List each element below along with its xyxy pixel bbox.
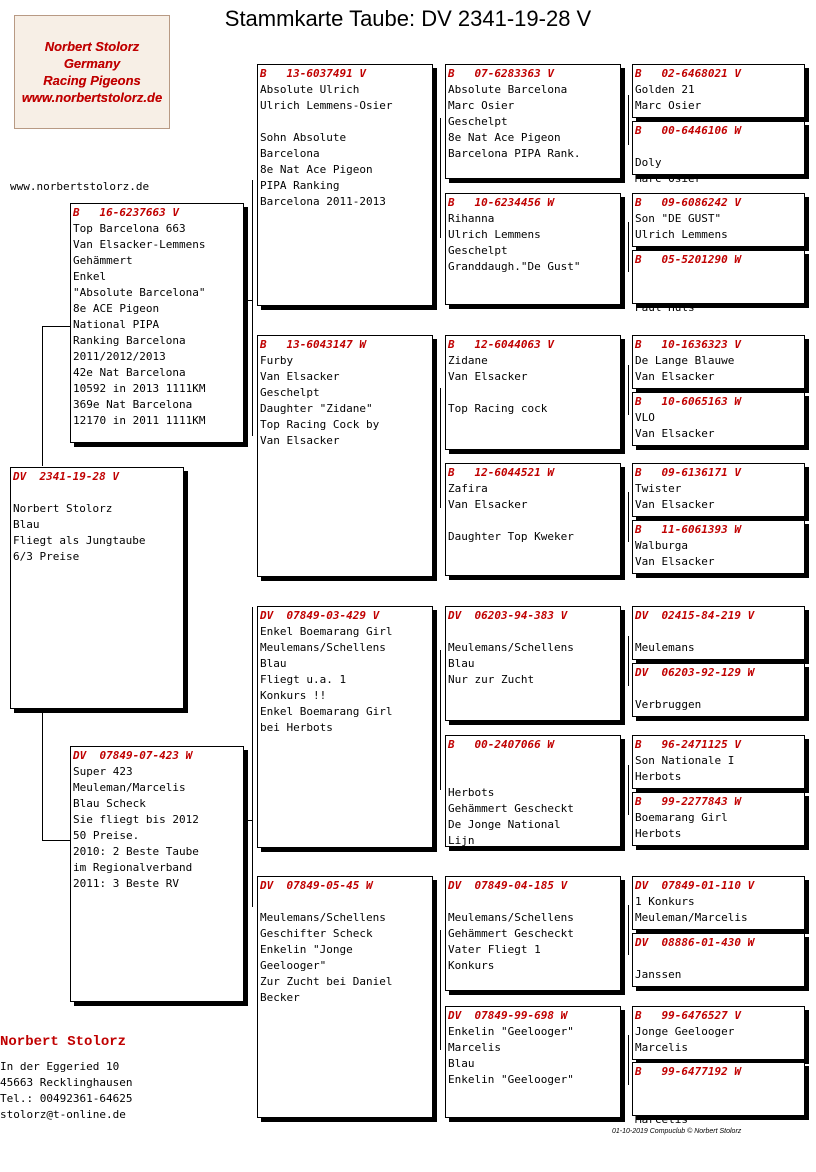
pedigree-card-g11 xyxy=(632,735,805,789)
card-text-line: Super 423 xyxy=(73,765,133,778)
connector-line xyxy=(42,712,43,840)
pedigree-card-g15 xyxy=(632,1006,805,1060)
pedigree-card-g8 xyxy=(632,520,805,574)
card-text-line: Jonge Geelooger xyxy=(635,1025,735,1038)
card-text-line: Meulemans xyxy=(635,641,695,654)
card-text-line xyxy=(635,139,802,155)
card-text-line: Blau xyxy=(448,1057,475,1070)
card-text-line: Fliegt u.a. 1 xyxy=(260,673,347,686)
card-text-line: Twister xyxy=(635,482,682,495)
ring-number: B 10-6234456 W xyxy=(448,196,554,209)
pedigree-card-g2 xyxy=(632,121,805,185)
pedigree-card-ff xyxy=(257,64,433,306)
card-text-line: De Jonge National xyxy=(448,818,561,831)
pedigree-card-g16 xyxy=(632,1062,805,1126)
ring-number: B 02-6468021 V xyxy=(635,67,741,80)
pedigree-card-g14 xyxy=(632,933,805,987)
card-text-line: Absolute Ulrich xyxy=(260,83,360,96)
card-text-line: 2011: 3 Beste RV xyxy=(73,877,179,890)
page-title: Stammkarte Taube: DV 2341-19-28 V xyxy=(224,6,592,31)
pedigree-card-mmf xyxy=(445,876,621,991)
pedigree-card-mother xyxy=(70,746,244,1002)
card-text-line: 369e Nat Barcelona xyxy=(73,398,193,411)
card-text-line: 1 Konkurs xyxy=(635,895,695,908)
card-text-line: Golden 21 xyxy=(635,83,695,96)
card-text-line: Van Elsacker-Lemmens xyxy=(73,238,206,251)
card-text-line xyxy=(635,951,802,967)
connector-line xyxy=(440,118,441,238)
card-text-line: Sohn Absolute xyxy=(260,131,347,144)
card-text-line: Daughter "Zidane" xyxy=(260,402,373,415)
card-text-line xyxy=(635,624,802,640)
card-text-line: 8e ACE Pigeon xyxy=(73,302,160,315)
card-text-line: VLO xyxy=(635,411,655,424)
pedigree-card-g13 xyxy=(632,876,805,930)
card-text-line: Ulrich Lemmens xyxy=(448,228,541,241)
pedigree-card-g6 xyxy=(632,392,805,446)
card-text-line: Marcelis xyxy=(448,1041,501,1054)
card-text-line: Daughter Top Kweker xyxy=(448,530,574,543)
card-text-line xyxy=(635,1096,802,1112)
card-text-line: Konkurs !! xyxy=(260,689,327,702)
card-text-line xyxy=(448,385,618,401)
owner-street: In der Eggeried 10 xyxy=(0,1060,120,1073)
ring-number: B 09-6086242 V xyxy=(635,196,741,209)
card-text-line: Geelooger" xyxy=(260,959,327,972)
ring-number: B 10-6065163 W xyxy=(635,395,741,408)
card-text-line: 42e Nat Barcelona xyxy=(73,366,186,379)
card-text-line: Herbots xyxy=(448,786,495,799)
ring-number: DV 07849-05-45 W xyxy=(260,879,373,892)
ring-number: DV 06203-94-383 V xyxy=(448,609,568,622)
ring-number: DV 07849-03-429 V xyxy=(260,609,380,622)
card-text-line: Gehämmert Gescheckt xyxy=(448,927,574,940)
card-text-line xyxy=(260,114,430,130)
card-text-line: Norbert Stolorz xyxy=(13,502,113,515)
owner-email: stolorz@t-online.de xyxy=(0,1108,126,1121)
card-text-line: 2011/2012/2013 xyxy=(73,350,166,363)
pedigree-card-g4 xyxy=(632,250,805,314)
card-text-line: Gehämmert xyxy=(73,254,133,267)
logo-line: Germany xyxy=(63,56,121,71)
card-text-line: Meulemans/Schellens xyxy=(260,641,386,654)
ring-number: DV 06203-92-129 W xyxy=(635,666,755,679)
card-text-line xyxy=(448,894,618,910)
card-text-line xyxy=(448,753,618,769)
ring-number: DV 08886-01-430 W xyxy=(635,936,755,949)
card-text-line: Granddaugh."De Gust" xyxy=(448,260,581,273)
pedigree-card-g7 xyxy=(632,463,805,517)
card-text-line: Marcelis xyxy=(635,1041,688,1054)
card-text-line: Geschelpt xyxy=(448,115,508,128)
pedigree-card-main xyxy=(10,467,184,709)
ring-number: B 10-1636323 V xyxy=(635,338,741,351)
ring-number: B 96-2471125 V xyxy=(635,738,741,751)
logo-line: www.norbertstolorz.de xyxy=(21,90,163,105)
card-text-line: Sie fliegt bis 2012 xyxy=(73,813,199,826)
card-text-line: Ranking Barcelona xyxy=(73,334,186,347)
card-text-line: Geschelpt xyxy=(260,386,320,399)
card-text-line: Ulrich Lemmens xyxy=(635,228,728,241)
card-text-line: Barcelona PIPA Rank. xyxy=(448,147,581,160)
connector-line xyxy=(440,650,441,790)
card-text-line: Van Elsacker xyxy=(448,498,528,511)
card-text-line xyxy=(13,485,181,501)
logo-line: Norbert Stolorz xyxy=(44,39,140,54)
ring-number: B 12-6044063 V xyxy=(448,338,554,351)
card-text-line: Van Elsacker xyxy=(260,434,340,447)
card-text-line: Gehämmert Gescheckt xyxy=(448,802,574,815)
card-text-line: Boemarang Girl xyxy=(635,811,728,824)
ring-number: B 13-6037491 V xyxy=(260,67,366,80)
connector-line xyxy=(42,326,43,466)
card-text-line xyxy=(448,624,618,640)
card-text-line: Meulemans/Schellens xyxy=(448,911,574,924)
connector-line xyxy=(628,95,629,145)
card-text-line: Enkel xyxy=(73,270,107,283)
card-text-line: 8e Nat Ace Pigeon xyxy=(448,131,561,144)
card-text-line: Herbots xyxy=(635,770,682,783)
card-text-line: Blau xyxy=(448,657,475,670)
card-text-line: Van Elsacker xyxy=(635,498,715,511)
connector-line xyxy=(42,840,70,841)
footer-text: 01-10-2019 Compuclub © Norbert Stolorz xyxy=(612,1128,742,1135)
ring-number: B 07-6283363 V xyxy=(448,67,554,80)
card-text-line: Marc Osier xyxy=(635,172,702,185)
pedigree-card-g1 xyxy=(632,64,805,118)
ring-number: DV 07849-01-110 V xyxy=(635,879,755,892)
card-text-line xyxy=(635,681,802,697)
card-text-line: Geschelpt xyxy=(448,244,508,257)
connector-line xyxy=(628,222,629,272)
card-text-line: Son Nationale I xyxy=(635,754,735,767)
ring-number: DV 07849-99-698 W xyxy=(448,1009,568,1022)
ring-number: B 09-6136171 V xyxy=(635,466,741,479)
card-text-line: Zafira xyxy=(448,482,488,495)
card-text-line: Herbots xyxy=(635,827,682,840)
connector-line xyxy=(440,930,441,1050)
card-text-line: Vater Fliegt 1 xyxy=(448,943,541,956)
card-text-line: De Lange Blauwe xyxy=(635,354,735,367)
pedigree-card-mf xyxy=(257,606,433,848)
card-text-line: Enkelin "Geelooger" xyxy=(448,1025,574,1038)
card-text-line: Furby xyxy=(260,354,294,367)
pedigree-card-g12 xyxy=(632,792,805,846)
ring-number: B 13-6043147 W xyxy=(260,338,366,351)
card-text-line: Marcelis xyxy=(635,1113,688,1126)
connector-line xyxy=(628,636,629,686)
connector-line xyxy=(628,1035,629,1085)
card-text-line: Blau xyxy=(260,657,287,670)
card-text-line: Marc Osier xyxy=(635,99,702,112)
connector-line xyxy=(628,905,629,955)
pedigree-card-father xyxy=(70,203,244,443)
card-text-line: Zidane xyxy=(448,354,488,367)
card-text-line: Blau xyxy=(13,518,40,531)
ring-number: B 12-6044521 W xyxy=(448,466,554,479)
pedigree-card-mm xyxy=(257,876,433,1118)
card-text-line: Enkelin "Geelooger" xyxy=(448,1073,574,1086)
card-text-line: 12170 in 2011 1111KM xyxy=(73,414,206,427)
card-text-line: bei Herbots xyxy=(260,721,333,734)
card-text-line: Konkurs xyxy=(448,959,495,972)
ring-number: DV 02415-84-219 V xyxy=(635,609,755,622)
card-text-line: Meulemans/Schellens xyxy=(448,641,574,654)
card-text-line: Top Racing Cock by xyxy=(260,418,380,431)
connector-line xyxy=(628,765,629,815)
card-text-line: Paul Huls xyxy=(635,301,695,314)
card-text-line: Meuleman/Marcelis xyxy=(73,781,186,794)
card-text-line: Top Racing cock xyxy=(448,402,548,415)
card-text-line: PIPA Ranking xyxy=(260,179,340,192)
ring-number: DV 2341-19-28 V xyxy=(13,470,119,483)
card-text-line xyxy=(448,513,618,529)
ring-number: B 99-2277843 W xyxy=(635,795,741,808)
card-text-line: Nur zur Zucht xyxy=(448,673,535,686)
card-text-line: Zur Zucht bei Daniel xyxy=(260,975,393,988)
owner-phone: Tel.: 00492361-64625 xyxy=(0,1092,133,1105)
pedigree-card-mmm xyxy=(445,1006,621,1118)
connector-line xyxy=(440,388,441,508)
pedigree-card-g5 xyxy=(632,335,805,389)
card-text-line: 8e Nat Ace Pigeon xyxy=(260,163,373,176)
card-text-line xyxy=(635,1080,802,1096)
card-text-line: 2010: 2 Beste Taube xyxy=(73,845,199,858)
card-text-line: im Regionalverband xyxy=(73,861,193,874)
card-text-line: Enkel Boemarang Girl xyxy=(260,705,393,718)
connector-line xyxy=(628,492,629,542)
card-text-line xyxy=(260,894,430,910)
card-text-line: 6/3 Preise xyxy=(13,550,80,563)
card-text-line: Top Barcelona 663 xyxy=(73,222,186,235)
card-text-line: Marc Osier xyxy=(448,99,515,112)
pedigree-card-fmf xyxy=(445,335,621,450)
card-text-line: Ulrich Lemmens-Osier xyxy=(260,99,393,112)
card-text-line: 50 Preise. xyxy=(73,829,140,842)
owner-name: Norbert Stolorz xyxy=(0,1034,127,1050)
owner-city: 45663 Recklinghausen xyxy=(0,1076,133,1089)
ring-number: B 00-2407066 W xyxy=(448,738,554,751)
card-text-line: Verbruggen xyxy=(635,698,702,711)
card-text-line: Son "DE GUST" xyxy=(635,212,722,225)
connector-line xyxy=(252,607,253,907)
pedigree-card-g9 xyxy=(632,606,805,660)
connector-line xyxy=(252,180,253,436)
pedigree-card-fm xyxy=(257,335,433,577)
card-text-line: Blau Scheck xyxy=(73,797,146,810)
connector-line xyxy=(42,326,70,327)
card-text-line: Becker xyxy=(260,991,300,1004)
card-text-line: Enkel Boemarang Girl xyxy=(260,625,393,638)
card-text-line: Fliegt als Jungtaube xyxy=(13,534,146,547)
logo-line: Racing Pigeons xyxy=(43,73,141,88)
pedigree-card-mff xyxy=(445,606,621,721)
card-text-line: Rihanna xyxy=(448,212,495,225)
card-text-line: "Absolute Barcelona" xyxy=(73,286,206,299)
card-text-line xyxy=(635,284,802,300)
card-text-line xyxy=(635,268,802,284)
card-text-line: Meuleman/Marcelis xyxy=(635,911,748,924)
ring-number: DV 07849-07-423 W xyxy=(73,749,193,762)
card-text-line: Van Elsacker xyxy=(260,370,340,383)
card-text-line: 10592 in 2013 1111KM xyxy=(73,382,206,395)
connector-line xyxy=(244,300,252,301)
card-text-line: Van Elsacker xyxy=(448,370,528,383)
card-text-line: National PIPA xyxy=(73,318,160,331)
pedigree-card-fff xyxy=(445,64,621,179)
ring-number: B 11-6061393 W xyxy=(635,523,741,536)
ring-number: B 05-5201290 W xyxy=(635,253,741,266)
ring-number: B 00-6446106 W xyxy=(635,124,741,137)
card-text-line: Barcelona xyxy=(260,147,320,160)
card-text-line: Van Elsacker xyxy=(635,370,715,383)
card-text-line: Enkelin "Jonge xyxy=(260,943,353,956)
card-text-line: Janssen xyxy=(635,968,682,981)
ring-number: DV 07849-04-185 V xyxy=(448,879,568,892)
pedigree-card-ffm xyxy=(445,193,621,305)
card-text-line xyxy=(448,769,618,785)
ring-number: B 99-6476527 V xyxy=(635,1009,741,1022)
card-text-line: Barcelona 2011-2013 xyxy=(260,195,386,208)
card-text-line: Doly xyxy=(635,156,662,169)
logo xyxy=(14,15,170,129)
website-text: www.norbertstolorz.de xyxy=(10,180,150,193)
card-text-line: Van Elsacker xyxy=(635,427,715,440)
card-text-line: Absolute Barcelona xyxy=(448,83,568,96)
card-text-line: Geschifter Scheck xyxy=(260,927,373,940)
pedigree-card-g10 xyxy=(632,663,805,717)
connector-line xyxy=(628,365,629,415)
card-text-line: Walburga xyxy=(635,539,688,552)
ring-number: B 99-6477192 W xyxy=(635,1065,741,1078)
card-text-line: Van Elsacker xyxy=(635,555,715,568)
connector-line xyxy=(244,820,252,821)
pedigree-card-fmm xyxy=(445,463,621,576)
card-text-line: Meulemans/Schellens xyxy=(260,911,386,924)
pedigree-card-g3 xyxy=(632,193,805,247)
pedigree-card-mfm xyxy=(445,735,621,847)
card-text-line: Lijn xyxy=(448,834,475,847)
ring-number: B 16-6237663 V xyxy=(73,206,179,219)
